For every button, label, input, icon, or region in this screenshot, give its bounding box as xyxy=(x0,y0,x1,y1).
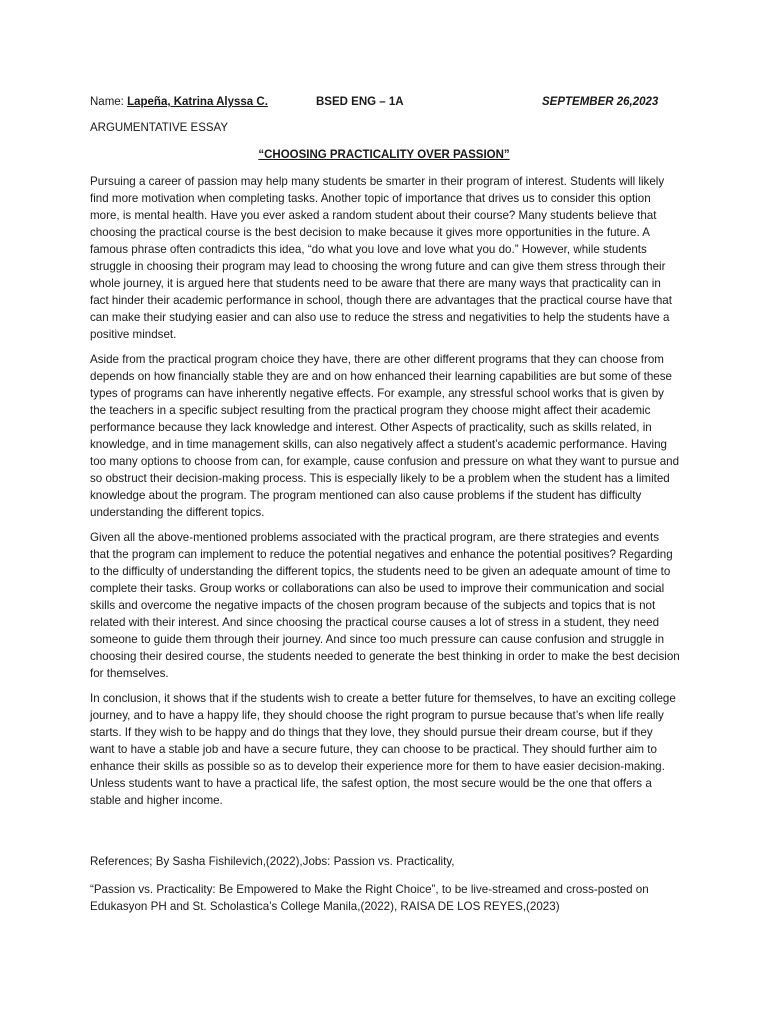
essay-type: ARGUMENTATIVE ESSAY xyxy=(90,122,229,134)
essay-date: SEPTEMBER 26,2023 xyxy=(542,96,659,108)
name-label: Name: xyxy=(90,96,128,108)
reference-entry: References; By Sasha Fishilevich,(2022),Jobs: Passion vs. Practicality, xyxy=(90,855,455,868)
paragraph: Aside from the practical program choice they have, there are other different programs that they can choose from depends on how financially stable they are and on how enhanced their learning capabilities are but some of these types of programs can have inherently negative effects. For example, any stressful school works that is given by the teachers in a specific subject resulting from the practical program they choose might affect their academic performance because they lack knowledge and interest. Other Aspects of practicality, such as skills related, in knowledge, and in time management skills, can also negatively affect a student’s academic performance. Having too many options to choose from can, for example, cause confusion and pressure on what they want to pursue and so obstruct their decision-making process. This is especially likely to be a problem when the student has a limited knowledge about the program. The program mentioned can also cause problems if the student has difficulty understanding the different topics. xyxy=(90,353,680,519)
essay-body xyxy=(90,173,680,817)
essay-title: “CHOOSING PRACTICALITY OVER PASSION” xyxy=(258,149,510,161)
header-row xyxy=(90,94,690,110)
references-section xyxy=(90,853,680,926)
student-name: Lapeña, Katrina Alyssa C. xyxy=(127,96,268,108)
paragraph: In conclusion, it shows that if the students wish to create a better future for themselves, to have an exciting college journey, and to have a happy life, they should choose the right program to pursue because that’s when life really starts. If they wish to be happy and do things that they love, they should pursue their dream course, but if they want to have a stable job and have a secure future, they can choose to be practical. They should further aim to enhance their skills as possible so as to develop their experience more for them to have easier decision-making. Unless students want to have a practical life, the safest option, the most secure would be the one that offers a stable and higher income. xyxy=(90,692,676,807)
course-section: BSED ENG – 1A xyxy=(316,96,404,108)
paragraph: Given all the above-mentioned problems associated with the practical program, are there strategies and events that the program can implement to reduce the potential negatives and enhance the potential positives? Regarding to the difficulty of understanding the different topics, the students need to be given an adequate amount of time to complete their tasks. Group works or collaborations can also be used to improve their communication and social skills and overcome the negative impacts of the chosen program because of the subjects and topics that is not related with their interest. And since choosing the practical course causes a lot of stress in a student, they need someone to guide them through their journey. And since too much pressure can cause confusion and struggle in choosing their desired course, the students needed to generate the best thinking in order to make the best decision for themselves. xyxy=(90,531,680,680)
reference-entry: “Passion vs. Practicality: Be Empowered to Make the Right Choice”, to be live-streamed and cross-posted on Edukasyon PH and St. Scholastica’s College Manila,(2022), RAISA DE LOS REYES,(2023) xyxy=(90,883,649,913)
paragraph: Pursuing a career of passion may help many students be smarter in their program of interest. Students will likely find more motivation when completing tasks. Another topic of importance that drives us to consider this option more, is mental health. Have you ever asked a random student about their course? Many students believe that choosing the practical course is the best decision to make because it gives more opportunities in the future. A famous phrase often contradicts this idea, “do what you love and love what you do.” However, while students struggle in choosing their program may lead to choosing the wrong future and can give them stress through their whole journey, it is argued here that students need to be aware that there are many ways that practicality can in fact hinder their academic performance in school, though there are advantages that the practical course have that can make their studying easier and can also use to reduce the stress and negativities to help the students have a positive mindset. xyxy=(90,175,672,341)
name-line xyxy=(90,94,268,110)
